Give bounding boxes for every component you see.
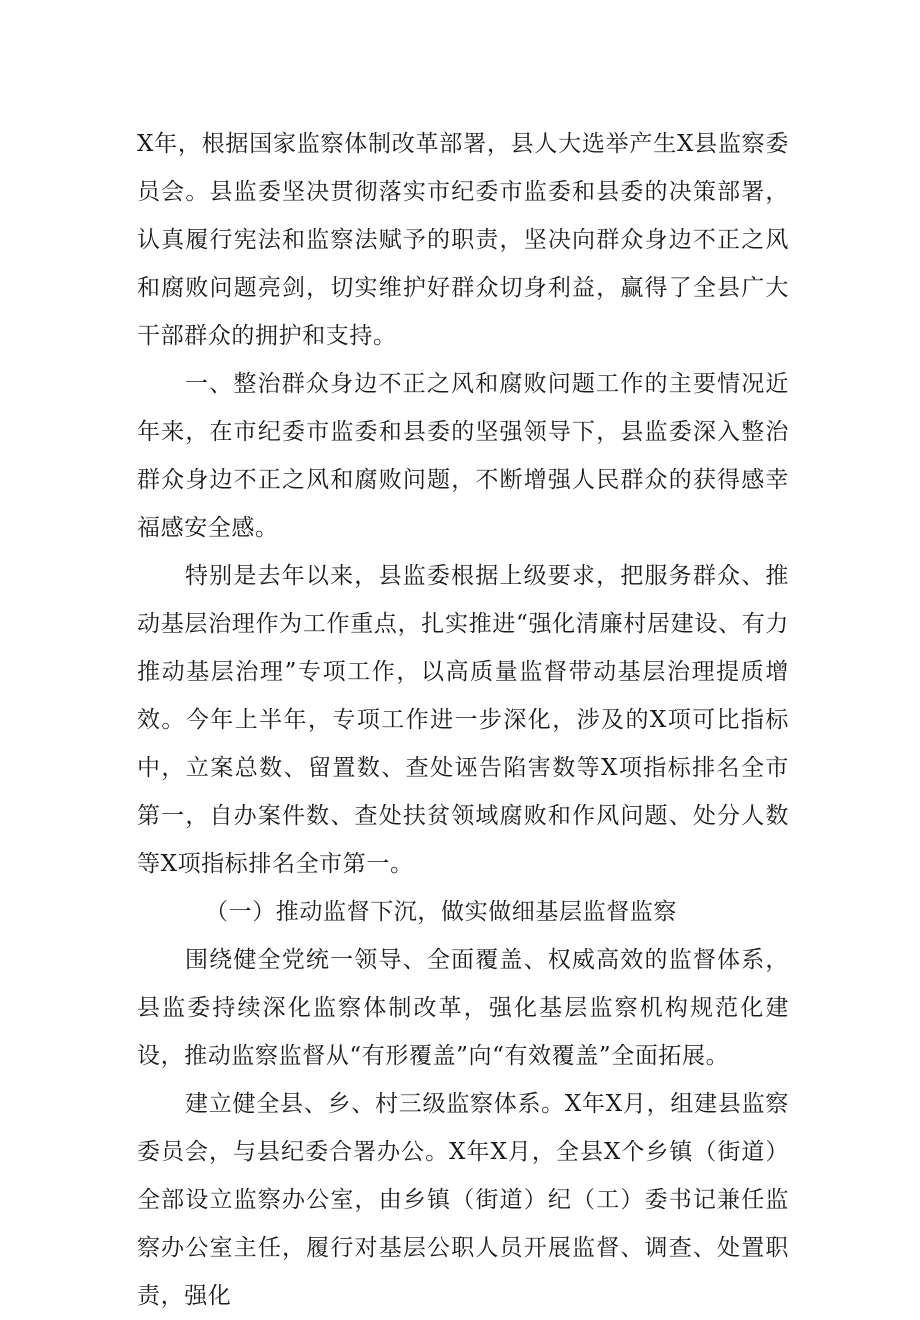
document-body (137, 120, 789, 1320)
paragraph-section-one: 一、整治群众身边不正之风和腐败问题工作的主要情况近年来，在市纪委市监委和县委的坚强领导下，县监委深入整治群众身边不正之风和腐败问题，不断增强人民群众的获得感幸福感安全感。 (137, 371, 789, 541)
paragraph-three-levels: 建立健全县、乡、村三级监察体系。X年X月，组建县监察委员会，与县纪委合署办公。X年X月，全县X个乡镇（街道）全部设立监察办公室，由乡镇（街道）纪（工）委书记兼任监察办公室主任，履行对基层公职人员开展监督、调查、处置职责，强化 (137, 1091, 789, 1309)
paragraph-progress: 特别是去年以来，县监委根据上级要求，把服务群众、推动基层治理作为工作重点，扎实推进“强化清廉村居建设、有力推动基层治理”专项工作，以高质量监督带动基层治理提质增效。今年上半年，专项工作进一步深化，涉及的X项可比指标中，立案总数、留置数、查处诬告陷害数等X项指标排名全市第一，自办案件数、查处扶贫领域腐败和作风问题、处分人数等X项指标排名全市第一。 (137, 563, 789, 877)
paragraph-intro: X年，根据国家监察体制改革部署，县人大选举产生X县监察委员会。县监委坚决贯彻落实市纪委市监委和县委的决策部署，认真履行宪法和监察法赋予的职责，坚决向群众身边不正之风和腐败问题亮剑，切实维护好群众切身利益，赢得了全县广大干部群众的拥护和支持。 (137, 131, 789, 349)
subheading-supervision: （一）推动监督下沉，做实做细基层监督监察 (205, 899, 677, 925)
paragraph-system: 围绕健全党统一领导、全面覆盖、权威高效的监督体系，县监委持续深化监察体制改革，强化基层监察机构规范化建设，推动监察监督从“有形覆盖”向“有效覆盖”全面拓展。 (137, 947, 789, 1069)
